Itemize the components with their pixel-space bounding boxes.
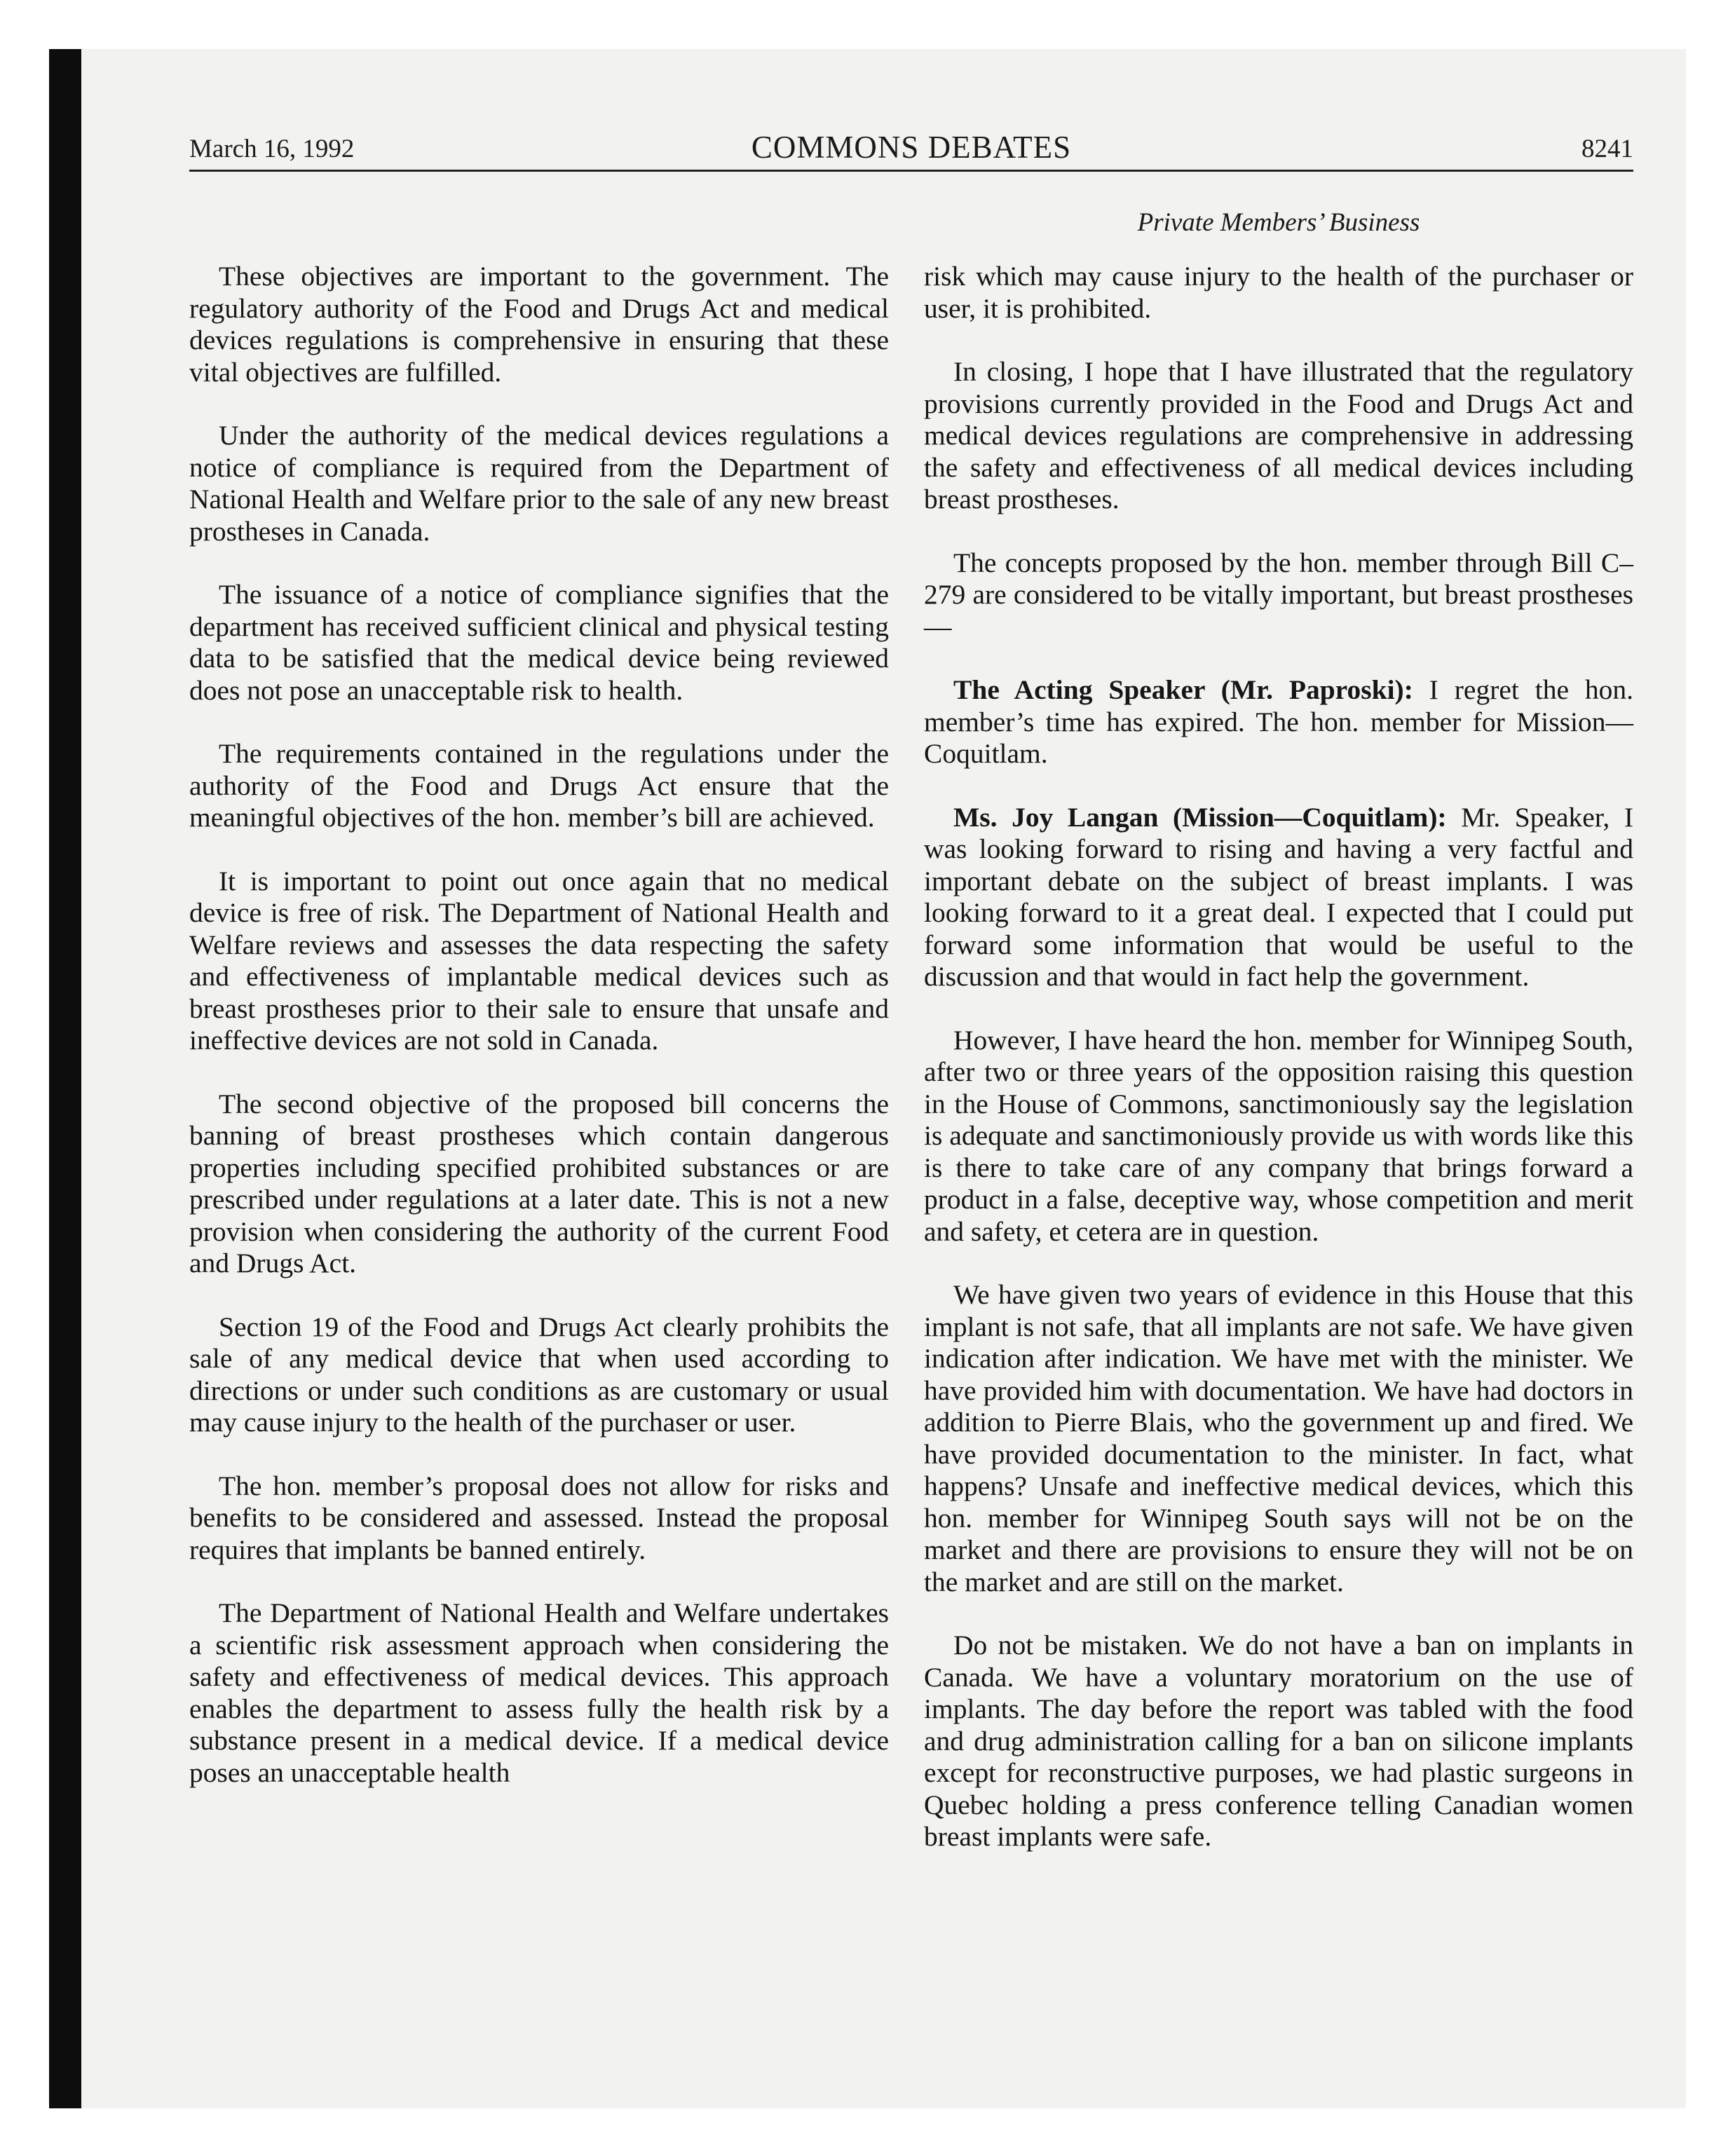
paragraph: We have given two years of evidence in this House that this implant is not safe, that all implants are not safe. We have given indication after indication. We have met with the minister. We have provided him with documentation. We have had doctors in addition to Pierre Blais, who the government up and fired. We have provided documentation to the minister. In fact, what happens? Unsafe and ineffective medical devices, which this hon. member for Winnipeg South says will not be on the market and there are provisions to ensure they will not be on the market and are still on the market. bbox=[924, 1279, 1633, 1597]
right-column bbox=[924, 261, 1633, 1885]
running-head bbox=[189, 125, 1633, 170]
paragraph: These objectives are important to the government. The regulatory authority of the Food and Drugs Act and medical devices regulations is comprehensive in ensuring that these vital objectives are fulfilled. bbox=[189, 261, 889, 388]
speech-paragraph bbox=[924, 674, 1633, 770]
paragraph: In closing, I hope that I have illustrated that the regulatory provisions currently provided in the Food and Drugs Act and medical devices regulations are comprehensive in addressing the safety and effectiveness of all medical devices including breast prostheses. bbox=[924, 356, 1633, 514]
paragraph: However, I have heard the hon. member for Winnipeg South, after two or three years of the opposition raising this question in the House of Commons, sanctimoniously say the legislation is adequate and sanctimoniously provide us with words like this is there to take care of any company that brings forward a product in a false, deceptive way, whose competition and merit and safety, et cetera are in question. bbox=[924, 1024, 1633, 1247]
speech-text: I regret the hon. member’s time has expired. The hon. member for Mission—Coquitlam. bbox=[924, 674, 1633, 769]
paragraph: The issuance of a notice of compliance signifies that the department has received sufficient clinical and physical testing data to be satisfied that the medical device being reviewed does not pose an unacceptable risk to health. bbox=[189, 579, 889, 706]
paragraph: Do not be mistaken. We do not have a ban on implants in Canada. We have a voluntary moratorium on the use of implants. The day before the report was tabled with the food and drug administration calling for a ban on silicone implants except for reconstructive purposes, we had plastic surgeons in Quebec holding a press conference telling Canadian women breast implants were safe. bbox=[924, 1630, 1633, 1852]
speaker-name: The Acting Speaker (Mr. Paproski): bbox=[953, 674, 1413, 705]
paragraph: The hon. member’s proposal does not allow for risks and benefits to be considered and assessed. Instead the proposal requires that implants be banned entirely. bbox=[189, 1470, 889, 1565]
speech-paragraph bbox=[924, 802, 1633, 993]
paragraph: Under the authority of the medical devices regulations a notice of compliance is required from the Department of National Health and Welfare prior to the sale of any new breast prostheses in Canada. bbox=[189, 420, 889, 547]
paragraph: The second objective of the proposed bill concerns the banning of breast prostheses which contain dangerous properties including specified prohibited substances or are prescribed under regulations at a later date. This is not a new provision when considering the authority of the current Food and Drugs Act. bbox=[189, 1088, 889, 1278]
header-date: March 16, 1992 bbox=[189, 135, 355, 163]
page-number: 8241 bbox=[1581, 135, 1633, 163]
speech-text: Mr. Speaker, I was looking forward to rising and having a very factful and important debate on the subject of breast implants. I was looking forward to it a great deal. I expected that I could put forward some information that would be useful to the discussion and that would in fact help the government. bbox=[924, 801, 1634, 992]
header-title: COMMONS DEBATES bbox=[751, 130, 1072, 165]
binding-edge bbox=[49, 49, 81, 2108]
paragraph: The concepts proposed by the hon. member through Bill C–279 are considered to be vitally important, but breast prostheses— bbox=[924, 547, 1633, 642]
speaker-name: Ms. Joy Langan (Mission—Coquitlam): bbox=[953, 801, 1447, 833]
header-rule bbox=[189, 170, 1633, 172]
left-column bbox=[189, 261, 889, 1820]
continuation-paragraph: risk which may cause injury to the health of the purchaser or user, it is prohibited. bbox=[924, 261, 1633, 324]
paragraph: The requirements contained in the regulations under the authority of the Food and Drugs Act ensure that the meaningful objectives of the hon. member’s bill are achieved. bbox=[189, 738, 889, 833]
paragraph: The Department of National Health and Welfare undertakes a scientific risk assessment approach when considering the safety and effectiveness of medical devices. This approach enables the department to assess fully the health risk by a substance present in a medical device. If a medical device poses an unacceptable health bbox=[189, 1597, 889, 1788]
section-heading: Private Members’ Business bbox=[1137, 208, 1420, 237]
paragraph: Section 19 of the Food and Drugs Act clearly prohibits the sale of any medical device that when used according to directions or under such conditions as are customary or usual may cause injury to the health of the purchaser or user. bbox=[189, 1311, 889, 1438]
paragraph: It is important to point out once again that no medical device is free of risk. The Department of National Health and Welfare reviews and assesses the data respecting the safety and effectiveness of implantable medical devices such as breast prostheses prior to their sale to ensure that unsafe and ineffective devices are not sold in Canada. bbox=[189, 865, 889, 1056]
